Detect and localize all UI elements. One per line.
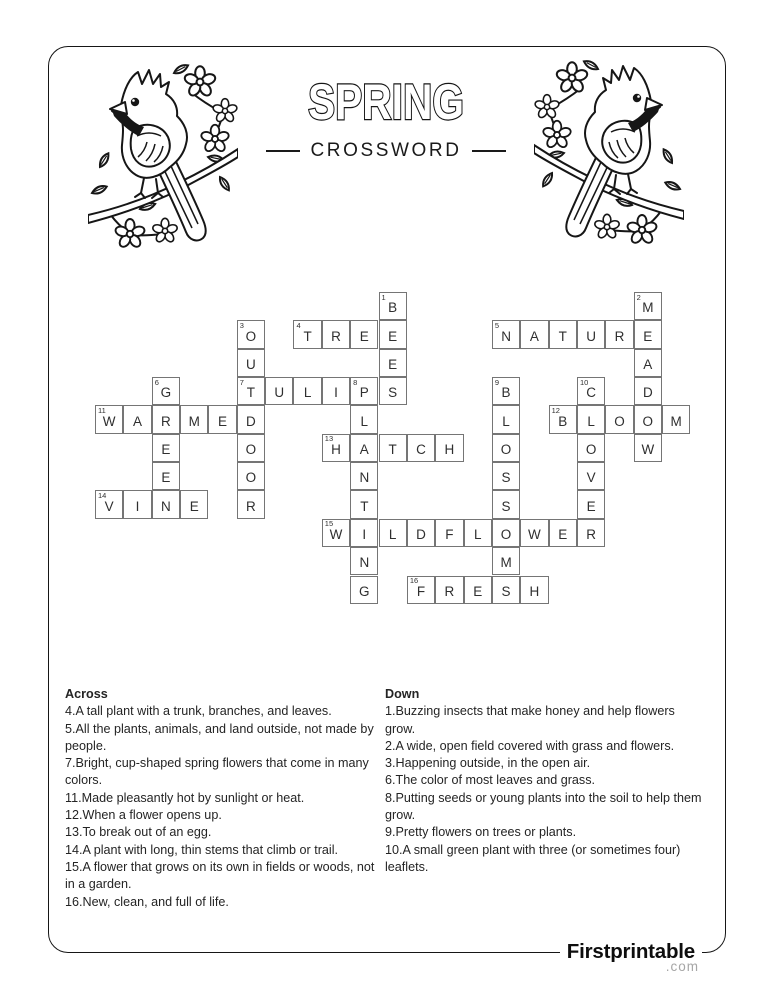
cell-letter: S [501,498,511,514]
grid-cell[interactable] [407,519,435,547]
cell-letter: W [102,413,116,429]
cell-letter: D [416,526,426,542]
across-clue-list [65,703,381,911]
clue-number: 14 [98,490,107,500]
cell-letter: M [670,413,682,429]
cell-letter: O [245,441,257,457]
grid-cell[interactable] [322,320,350,348]
clue-number: 1 [381,292,386,302]
cell-letter: M [500,555,512,571]
grid-cell[interactable] [265,377,293,405]
clue-number: 6 [154,377,159,387]
grid-cell[interactable] [435,434,463,462]
cell-letter: S [501,583,511,599]
clue-item: 14.A plant with long, thin stems that climb or trail. [65,842,338,857]
grid-cell[interactable] [549,405,577,433]
clue-item: 6.The color of most leaves and grass. [385,773,595,788]
grid-cell[interactable] [152,377,180,405]
grid-cell[interactable] [379,320,407,348]
grid-cell[interactable] [549,320,577,348]
cell-letter: O [245,470,257,486]
grid-cell[interactable] [520,576,548,604]
grid-cell[interactable] [492,462,520,490]
grid-cell[interactable] [577,377,605,405]
grid-cell[interactable] [152,434,180,462]
cell-letter: F [416,583,426,599]
cell-letter: H [529,583,540,599]
cell-letter: E [189,498,199,514]
cell-letter: I [135,498,140,514]
down-clue-list [385,703,707,876]
grid-cell[interactable] [492,490,520,518]
cardinal-bird-icon [88,57,238,252]
cell-letter: E [388,328,398,344]
grid-cell[interactable] [492,405,520,433]
cell-letter: E [473,583,483,599]
grid-cell[interactable] [634,377,662,405]
grid-cell[interactable] [492,576,520,604]
cell-letter: R [444,583,455,599]
cell-letter: O [500,441,512,457]
across-clues-section [65,686,381,911]
cell-letter: E [359,328,369,344]
cell-letter: A [133,413,143,429]
cell-letter: R [614,328,625,344]
cell-letter: E [161,441,171,457]
cardinal-illustration-left [88,57,238,252]
footer-brand: Firstprintable [560,940,702,964]
grid-cell[interactable] [492,519,520,547]
grid-cell[interactable] [237,349,265,377]
grid-cell[interactable] [577,519,605,547]
cell-letter: E [643,328,653,344]
clue-item: 16.New, clean, and full of life. [65,894,229,909]
cell-letter: L [473,526,482,542]
clue-number: 9 [494,377,500,387]
grid-cell[interactable] [350,576,378,604]
clue-number: 15 [324,519,334,529]
down-clues-section [385,686,707,876]
cell-letter: E [161,470,171,486]
cell-letter: O [500,526,512,542]
cell-letter: A [643,356,653,372]
clue-number: 11 [98,405,106,415]
grid-cell[interactable] [379,519,407,547]
footer-brand-domain: .com [665,959,699,974]
cell-letter: A [529,328,539,344]
cell-letter: I [334,385,338,401]
grid-cell[interactable] [379,377,407,405]
grid-cell[interactable] [605,320,633,348]
grid-cell[interactable] [464,576,492,604]
clue-item: 7.Bright, cup-shaped spring flowers that come in many colors. [65,756,369,788]
cell-letter: B [388,300,398,316]
cell-letter: O [614,413,625,429]
grid-cell[interactable] [492,320,520,348]
clue-number: 10 [579,377,589,387]
grid-cell[interactable] [350,519,378,547]
down-heading: Down [385,687,420,701]
cell-letter: E [218,413,228,429]
cell-letter: N [160,498,171,514]
cell-letter: N [359,555,370,571]
crossword-grid[interactable] [95,292,692,605]
grid-cell[interactable] [577,405,605,433]
cell-letter: H [331,441,341,457]
grid-cell[interactable] [152,462,180,490]
clue-number: 12 [551,405,560,415]
clue-item: 2.A wide, open field covered with grass and flowers. [385,738,675,753]
cell-letter: T [360,498,369,514]
grid-cell[interactable] [350,320,378,348]
cell-letter: O [245,328,257,344]
cell-letter: L [360,413,369,429]
grid-cell[interactable] [379,434,407,462]
cell-letter: T [303,328,312,344]
grid-cell[interactable] [577,434,605,462]
clue-item: 8.Putting seeds or young plants into the soil to help them grow. [385,790,702,823]
cell-letter: W [528,526,541,542]
cell-letter: B [558,413,568,429]
grid-cell[interactable] [237,462,265,490]
across-heading: Across [65,687,108,701]
grid-cell[interactable] [577,462,605,490]
grid-cell[interactable] [435,519,463,547]
subtitle-right-dash [472,150,506,152]
cell-letter: R [331,328,341,344]
clue-item: 3.Happening outside, in the open air. [385,756,591,771]
clue-item: 11.Made pleasantly hot by sunlight or heat. [65,790,305,805]
grid-cell[interactable] [464,519,492,547]
cell-letter: V [104,498,114,514]
grid-cell[interactable] [180,490,208,518]
cell-letter: G [359,583,370,599]
grid-cell[interactable] [407,576,435,604]
clue-number: 16 [409,576,419,585]
cardinal-bird-icon [534,53,684,248]
grid-cell[interactable] [180,405,208,433]
cell-letter: T [246,385,256,401]
grid-cell[interactable] [492,547,520,575]
grid-cell[interactable] [520,320,548,348]
cell-letter: A [359,441,369,457]
clue-item: 9.Pretty flowers on trees or plants. [385,825,577,840]
page-title: SPRING [308,74,464,130]
grid-cell[interactable] [662,405,690,433]
grid-cell[interactable] [322,377,350,405]
grid-cell[interactable] [520,519,548,547]
grid-cell[interactable] [492,377,520,405]
grid-cell[interactable] [577,320,605,348]
clue-item: 13.To break out of an egg. [65,825,212,840]
cell-letter: I [362,526,367,542]
cell-letter: E [558,526,568,542]
cell-letter: G [160,385,172,401]
grid-cell[interactable] [350,490,378,518]
clue-item: 12.When a flower opens up. [65,808,222,823]
grid-cell[interactable] [123,405,151,433]
clue-number: 7 [239,377,244,387]
clue-number: 2 [636,292,641,302]
cell-letter: S [501,470,511,486]
grid-cell[interactable] [577,490,605,518]
cell-letter: C [586,385,596,401]
cell-letter: W [641,441,655,457]
cell-letter: D [246,413,256,429]
cell-letter: L [388,526,397,542]
grid-cell[interactable] [634,349,662,377]
cell-letter: O [642,413,654,429]
grid-cell[interactable] [379,349,407,377]
cell-letter: E [586,498,596,514]
grid-cell[interactable] [152,405,180,433]
grid-cell[interactable] [237,320,265,348]
grid-cell[interactable] [634,434,662,462]
subtitle-left-dash [266,150,300,152]
cell-letter: B [501,385,511,401]
grid-cell[interactable] [605,405,633,433]
cell-letter: C [416,441,426,457]
grid-cell[interactable] [123,490,151,518]
cell-letter: L [502,413,510,429]
clue-number: 8 [353,377,358,387]
cell-letter: M [188,413,200,429]
grid-cell[interactable] [350,547,378,575]
grid-cell[interactable] [95,405,123,433]
cell-letter: T [558,328,567,344]
cell-letter: V [586,470,596,486]
page-subtitle [246,140,526,162]
cell-letter: R [586,526,596,542]
cardinal-illustration-right [534,53,684,248]
grid-cell[interactable] [350,377,378,405]
clue-item: 15.A flower that grows on its own in fields or woods, not in a garden. [65,859,375,892]
grid-cell[interactable] [549,519,577,547]
grid-cell[interactable] [95,490,123,518]
grid-cell[interactable] [293,320,321,348]
title-svg [256,70,516,130]
subtitle-text: CROSSWORD [310,140,462,161]
grid-cell[interactable] [322,519,350,547]
clue-number: 4 [296,320,301,330]
cell-letter: F [445,526,454,542]
cell-letter: P [359,385,369,401]
cell-letter: L [303,385,312,401]
grid-cell[interactable] [293,377,321,405]
clue-item: 4.A tall plant with a trunk, branches, and leaves. [65,704,332,719]
cell-letter: O [585,441,597,457]
cell-letter: R [160,413,171,429]
cell-letter: U [274,385,285,401]
cell-letter: E [388,356,398,372]
cell-letter: D [642,385,653,401]
grid-cell[interactable] [237,434,265,462]
grid-cell[interactable] [237,405,265,433]
clue-number: 13 [324,434,334,444]
cell-letter: S [388,385,398,401]
cell-letter: H [444,441,455,457]
clue-item: 1.Buzzing insects that make honey and help flowers grow. [385,704,675,736]
grid-cell[interactable] [237,377,265,405]
grid-cell[interactable] [350,434,378,462]
grid-cell[interactable] [322,434,350,462]
grid-cell[interactable] [634,292,662,320]
grid-cell[interactable] [634,405,662,433]
grid-cell[interactable] [350,462,378,490]
grid-cell[interactable] [407,434,435,462]
cell-letter: R [246,498,256,514]
cell-letter: N [501,328,511,344]
grid-cell[interactable] [152,490,180,518]
grid-cell[interactable] [237,490,265,518]
grid-cell[interactable] [208,405,236,433]
cell-letter: L [587,413,595,429]
clue-item: 5.All the plants, animals, and land outside, not made by people. [65,721,374,753]
grid-cell[interactable] [435,576,463,604]
cell-letter: U [586,328,596,344]
clue-number: 5 [494,320,500,330]
grid-cell[interactable] [379,292,407,320]
grid-cell[interactable] [350,405,378,433]
cell-letter: W [329,526,343,542]
cell-letter: M [642,300,654,316]
grid-cell[interactable] [634,320,662,348]
cell-letter: U [246,356,256,372]
grid-cell[interactable] [492,434,520,462]
cell-letter: N [359,470,370,486]
cell-letter: T [388,441,397,457]
clue-item: 10.A small green plant with three (or sometimes four) leaflets. [385,842,681,874]
clue-number: 3 [239,320,244,330]
